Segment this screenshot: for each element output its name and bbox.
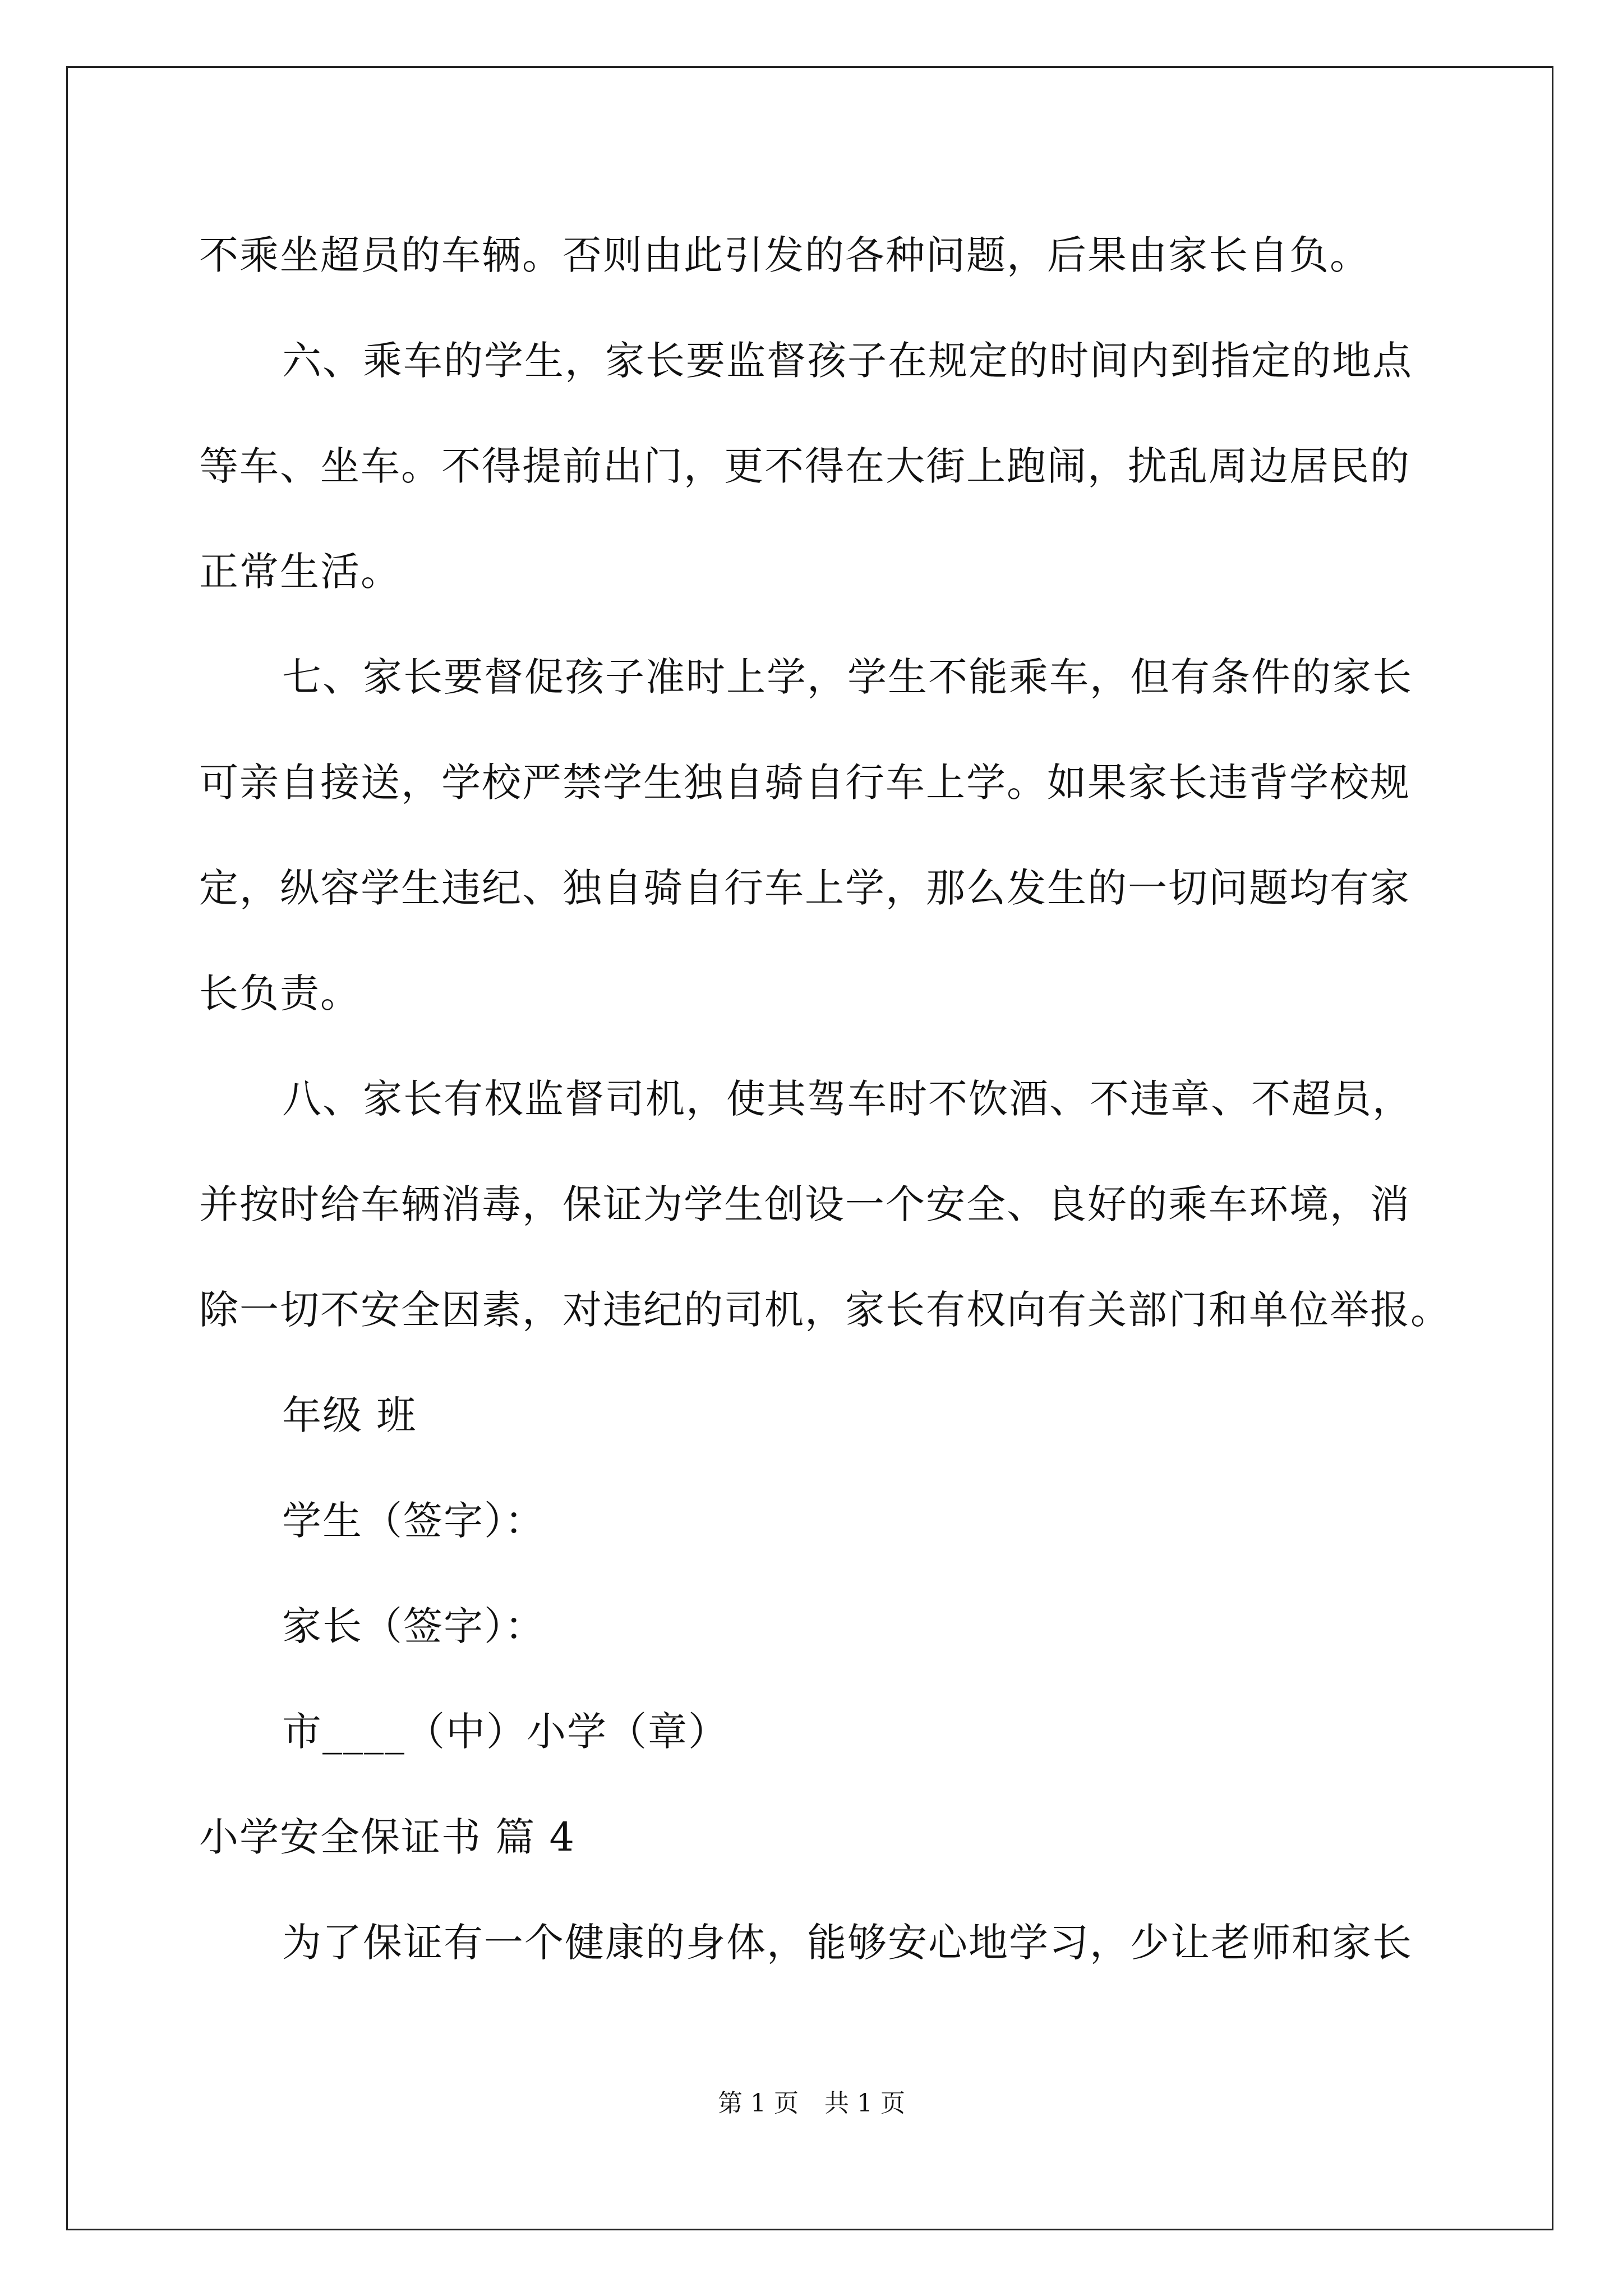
- text-line: 七、家长要督促孩子准时上学，学生不能乘车，但有条件的家长: [282, 654, 1413, 700]
- text-line: 长负责。: [199, 970, 361, 1016]
- page-footer: [0, 2087, 1623, 2120]
- text-line: 可亲自接送，学校严禁学生独自骑自行车上学。如果家长违背学校规: [199, 760, 1410, 806]
- section-heading: 小学安全保证书 篇 4: [199, 1814, 576, 1860]
- parent-signature-line: 家长（签字）：: [282, 1603, 545, 1649]
- text-line: 为了保证有一个健康的身体，能够安心地学习，少让老师和家长: [282, 1920, 1413, 1966]
- class-line: 年级 班: [282, 1392, 417, 1438]
- text-line: 不乘坐超员的车辆。否则由此引发的各种问题，后果由家长自负。: [199, 232, 1370, 278]
- page-border: [66, 66, 1553, 2230]
- text-line: 正常生活。: [199, 549, 401, 595]
- text-line: 并按时给车辆消毒，保证为学生创设一个安全、良好的乘车环境，消: [199, 1181, 1410, 1227]
- page-total: 共 1 页: [824, 2089, 905, 2118]
- text-line: 八、家长有权监督司机，使其驾车时不饮酒、不违章、不超员，: [282, 1076, 1413, 1122]
- text-line: 除一切不安全因素，对违纪的司机，家长有权向有关部门和单位举报。: [199, 1287, 1451, 1333]
- school-seal-line: 市____（中）小学（章）: [282, 1709, 728, 1755]
- student-signature-line: 学生（签字）：: [282, 1498, 545, 1544]
- page-number: 第 1 页: [718, 2089, 799, 2118]
- text-line: 定，纵容学生违纪、独自骑自行车上学，那么发生的一切问题均有家: [199, 865, 1410, 911]
- text-line: 等车、坐车。不得提前出门，更不得在大街上跑闹，扰乱周边居民的: [199, 443, 1410, 489]
- text-line: 六、乘车的学生，家长要监督孩子在规定的时间内到指定的地点: [282, 338, 1413, 384]
